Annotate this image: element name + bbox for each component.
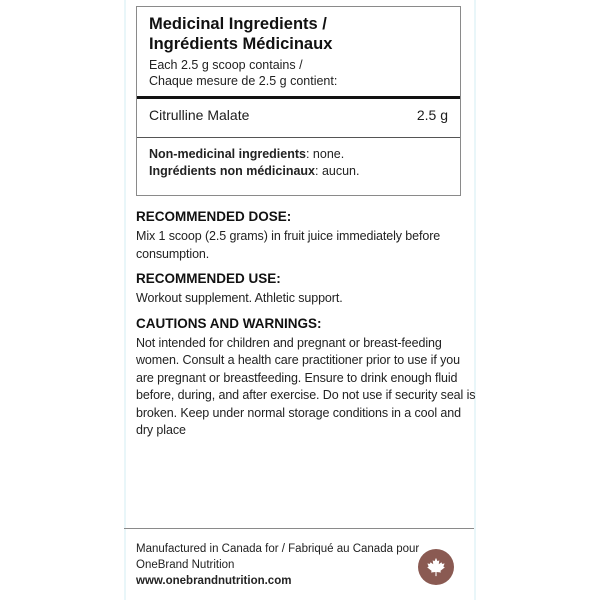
page-edge-left (124, 0, 126, 600)
non-medicinal-fr (149, 163, 448, 180)
ingredient-name: Citrulline Malate (149, 107, 250, 123)
non-medicinal-fr-label: Ingrédients non médicinaux (149, 164, 315, 178)
recommended-use-text: Workout supplement. Athletic support. (136, 291, 343, 305)
cautions-heading: CAUTIONS AND WARNINGS: (136, 315, 322, 331)
brand-name: OneBrand Nutrition (136, 559, 235, 571)
non-medicinal-en-value: : none. (305, 147, 345, 161)
medicinal-ingredients-box (136, 6, 461, 196)
ingredient-row (149, 99, 448, 127)
canada-badge (418, 549, 454, 585)
website-url: www.onebrandnutrition.com (136, 575, 292, 587)
footer-divider (124, 528, 474, 529)
non-medicinal-fr-value: : aucun. (315, 164, 360, 178)
cautions-text: Not intended for children and pregnant or breast-feeding women. Consult a health care practitioner prior to use if you are pregnant or breastfeeding. Ensure to drink enough fluid before, during, and after exercise. Do not use if security seal is broken. Keep under normal storage conditions in a cool and dry place (136, 335, 476, 437)
medicinal-title-en: Medicinal Ingredients / (149, 15, 327, 33)
manufactured-in-text: Manufactured in Canada for / Fabriqué au Canada pour (136, 543, 420, 555)
manufacturer-footer (136, 541, 436, 589)
serving-size-fr: Chaque mesure de 2.5 g contient: (149, 74, 338, 88)
non-medicinal-ingredients (149, 138, 448, 180)
serving-size-en: Each 2.5 g scoop contains / (149, 58, 303, 72)
recommended-dose-heading: RECOMMENDED DOSE: (136, 209, 292, 224)
label-info-sections (136, 208, 476, 440)
ingredient-amount: 2.5 g (416, 107, 448, 123)
recommended-dose-text: Mix 1 scoop (2.5 grams) in fruit juice immediately before consumption. (136, 229, 441, 261)
medicinal-title-fr: Ingrédients Médicinaux (149, 35, 333, 53)
maple-leaf-icon (425, 556, 447, 578)
non-medicinal-en-label: Non-medicinal ingredients (149, 147, 306, 161)
recommended-use-heading: RECOMMENDED USE: (136, 271, 281, 286)
non-medicinal-en (149, 146, 448, 163)
